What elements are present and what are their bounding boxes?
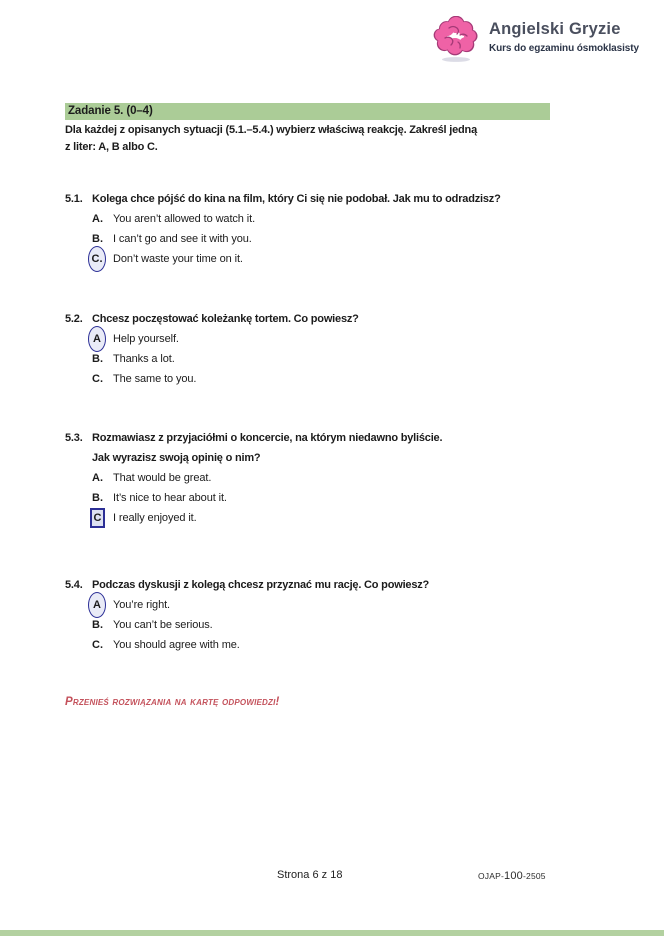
exam-code (478, 870, 546, 882)
logo-title: Angielski Gryzie (489, 20, 621, 38)
exam-code-mid: 100 (504, 870, 523, 882)
page-number: Strona 6 z 18 (277, 869, 343, 881)
instructions-line-2: z liter: A, B albo C. (65, 141, 158, 153)
answer-option (65, 231, 605, 251)
exam-code-prefix: OJAP- (478, 871, 505, 881)
option-text: You’re right. (113, 599, 170, 611)
question-5-1 (65, 191, 605, 271)
answer-option (65, 470, 605, 490)
option-text: I can’t go and see it with you. (113, 233, 252, 245)
answer-option (65, 211, 605, 231)
answer-option (65, 637, 605, 657)
option-letter: C. (92, 639, 103, 651)
answer-option (65, 251, 605, 271)
bottom-green-bar (0, 930, 664, 936)
answer-option (65, 331, 605, 351)
option-text: Don’t waste your time on it. (113, 253, 243, 265)
answer-option (65, 510, 605, 530)
option-letter-marked (92, 331, 113, 348)
option-text: I really enjoyed it. (113, 512, 197, 524)
question-text: Chcesz poczęstować koleżankę tortem. Co powiesz? (92, 313, 359, 325)
option-text: It’s nice to hear about it. (113, 492, 227, 504)
option-letter-marked (92, 597, 113, 614)
option-letter: B. (92, 353, 103, 365)
question-number: 5.3. (65, 432, 83, 444)
option-letter: B. (92, 233, 103, 245)
answer-option (65, 597, 605, 617)
option-text: That would be great. (113, 472, 212, 484)
option-letter-marked (92, 510, 113, 526)
question-text-continued: Jak wyrazisz swoją opinię o nim? (92, 452, 261, 464)
pen-circle-mark: C. (88, 246, 106, 272)
option-letter: B. (92, 492, 103, 504)
logo-subtitle: Kurs do egzaminu ósmoklasisty (489, 42, 639, 54)
option-text: Thanks a lot. (113, 353, 175, 365)
question-5-3 (65, 430, 605, 530)
exam-code-suffix: -2505 (522, 871, 546, 881)
task-header: Zadanie 5. (0–4) (65, 103, 550, 120)
option-letter: B. (92, 619, 103, 631)
transfer-note: Przenieś rozwiązania na kartę odpowiedzi! (65, 696, 280, 708)
question-text: Kolega chce pójść do kina na film, który Ci się nie podobał. Jak mu to odradzisz? (92, 193, 501, 205)
answer-option (65, 351, 605, 371)
question-text: Podczas dyskusji z kolegą chcesz przyznać mu rację. Co powiesz? (92, 579, 430, 591)
answer-option (65, 617, 605, 637)
question-number: 5.4. (65, 579, 83, 591)
answer-option (65, 490, 605, 510)
instructions-line-1: Dla każdej z opisanych sytuacji (5.1.–5.4.) wybierz właściwą reakcję. Zakreśl jedną (65, 124, 477, 136)
question-number: 5.2. (65, 313, 83, 325)
option-letter: A. (92, 472, 103, 484)
answer-option (65, 371, 605, 391)
pen-circle-mark: A (88, 592, 106, 618)
option-text: You aren’t allowed to watch it. (113, 213, 256, 225)
option-letter: C. (92, 373, 103, 385)
question-5-4 (65, 577, 605, 657)
option-text: You should agree with me. (113, 639, 240, 651)
option-text: You can’t be serious. (113, 619, 213, 631)
option-letter-marked (92, 251, 113, 268)
option-text: Help yourself. (113, 333, 179, 345)
pen-box-mark: C (90, 508, 105, 528)
question-5-2 (65, 311, 605, 391)
question-text: Rozmawiasz z przyjaciółmi o koncercie, na którym niedawno byliście. (92, 432, 443, 444)
option-text: The same to you. (113, 373, 197, 385)
pen-circle-mark: A (88, 326, 106, 352)
question-number: 5.1. (65, 193, 83, 205)
option-letter: A. (92, 213, 103, 225)
